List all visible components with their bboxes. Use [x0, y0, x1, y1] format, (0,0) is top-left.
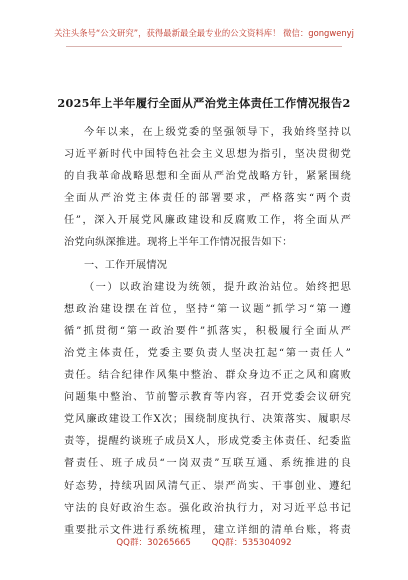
document-body	[64, 122, 351, 542]
paragraph-line: 责等，提醒约谈班子成员X人，形成党委主体责任、纪委监	[64, 436, 351, 448]
paragraph-line: 问题集中整治、节前警示教育等内容，召开党委会议研究	[64, 392, 351, 404]
paragraph-line: 治党向纵深推进。现将上半年工作情况报告如下：	[64, 237, 293, 249]
paragraph-line: 治党主体责任，党委主要负责人坚决扛起“第一责任人”	[64, 347, 351, 359]
paragraph-line: 督责任、班子成员“一岗双责”互联互通、系统推进的良	[64, 458, 351, 470]
footer-qq-group-1: QQ群：30265665	[116, 538, 191, 548]
paragraph-line: 任”，深入开展党风廉政建设和反腐败工作，将全面从严	[64, 215, 351, 227]
footer-qq-group-2: QQ群：535304092	[211, 538, 292, 548]
document-title: 2025年上半年履行全面从严治党主体责任工作情况报告2	[57, 96, 351, 110]
paragraph-line: 责任。结合纪律作风集中整治、群众身边不正之风和腐败	[64, 370, 351, 382]
paragraph-line: 的自我革命战略思想和全面从严治党战略方针，紧紧围绕	[64, 171, 351, 183]
paragraph-line: 想政治建设摆在首位，坚持“第一议题”抓学习“第一遵	[64, 303, 351, 315]
header-promo-note: 关注头条号“公文研究”，获得最新最全最专业的公文资料库！ 微信：gongwenyj	[54, 28, 354, 38]
paragraph-line: 好态势，持续巩固风清气正、崇严尚实、干事创业、遵纪	[64, 480, 351, 492]
header-divider	[66, 46, 342, 47]
footer-contact	[0, 536, 408, 548]
paragraph-line: 循”抓贯彻“第一政治要件”抓落实，积极履行全面从严	[64, 325, 351, 337]
paragraph-line: 重要批示文件进行系统梳理，建立详细的清单台账，将责	[64, 524, 351, 536]
section-heading: 一、工作开展情况	[84, 259, 168, 271]
paragraph-line: 党风廉政建设工作X次；围绕制度执行、决策落实、履职尽	[64, 414, 351, 426]
paragraph-line: 今年以来，在上级党委的坚强领导下，我始终坚持以	[84, 127, 351, 138]
paragraph-line: 全面从严治党主体责任的部署要求，严格落实“两个责	[64, 193, 351, 205]
paragraph-line: 习近平新时代中国特色社会主义思想为指引，坚决贯彻党	[64, 149, 351, 161]
paragraph-line: 守法的良好政治生态。强化政治执行力，对习近平总书记	[64, 502, 351, 514]
paragraph-line: （一）以政治建设为统领，提升政治站位。始终把思	[84, 281, 351, 293]
